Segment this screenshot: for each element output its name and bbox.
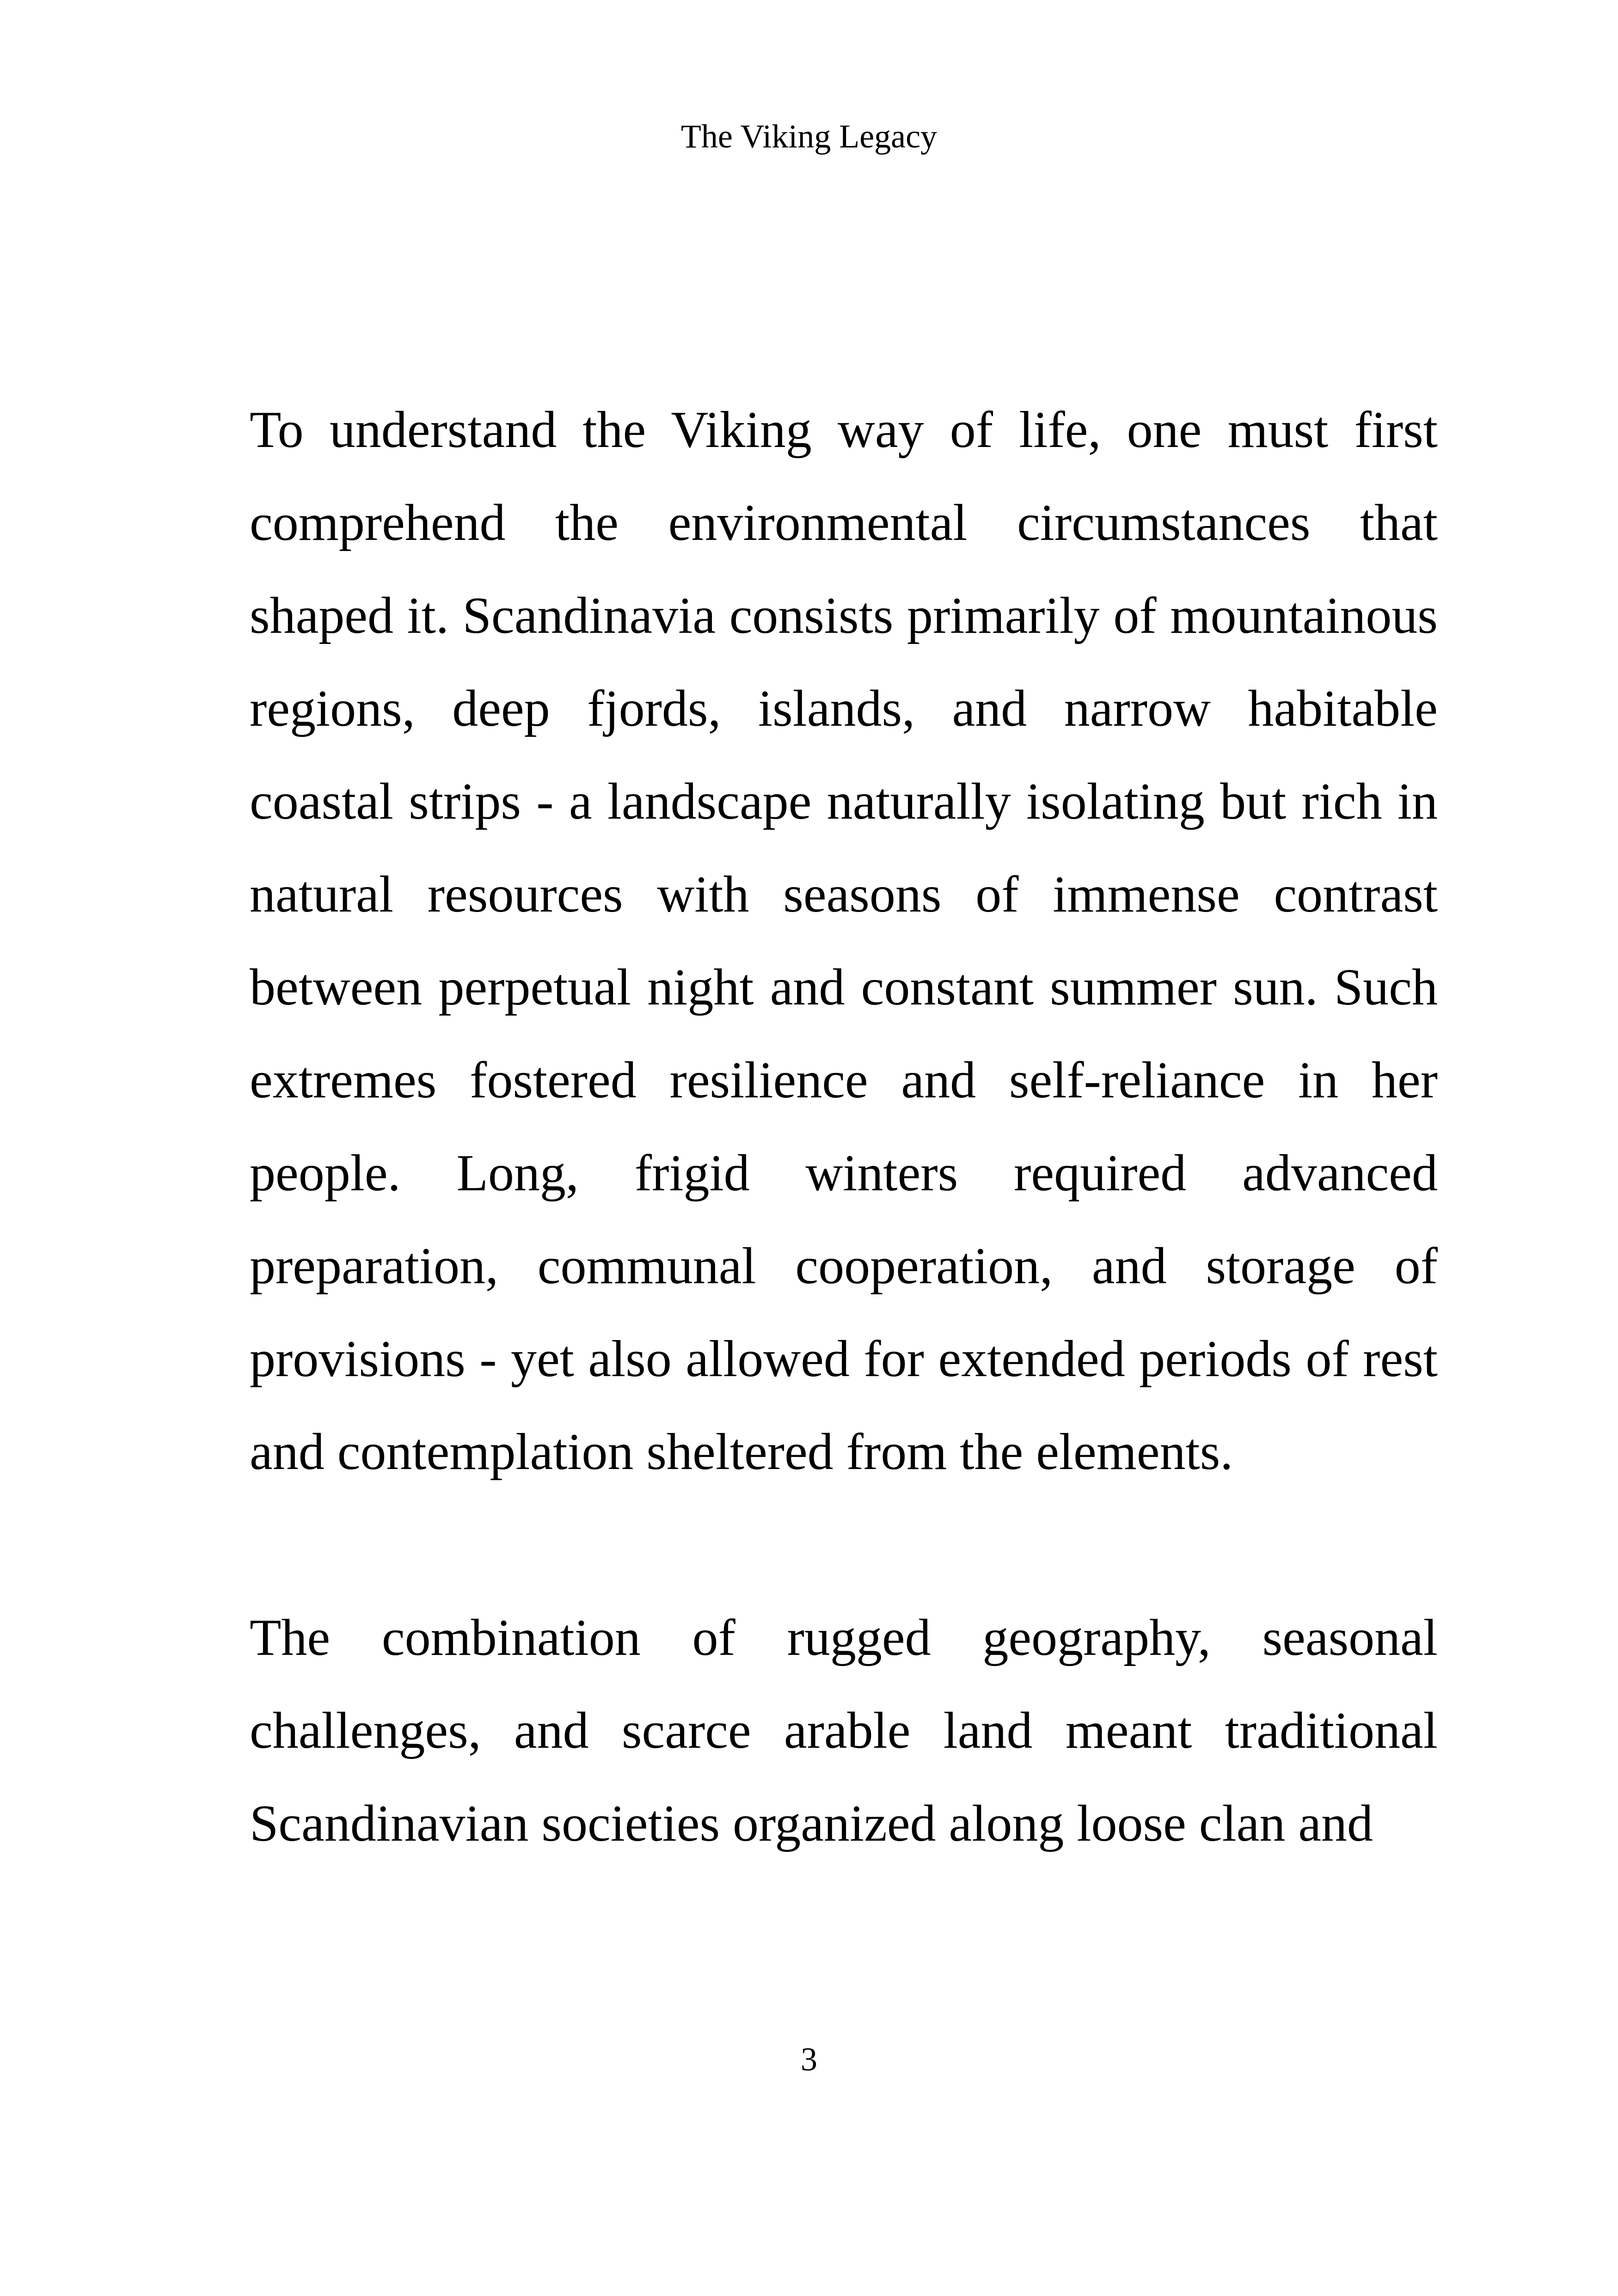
page-number: 3 (801, 2041, 817, 2078)
paragraph-environment: To understand the Viking way of life, one must first comprehend the environmental circumstances that shaped it. Scandinavia consists primarily of mountainous regions, deep fjords, islands, and narrow habitable coastal strips - a landscape naturally isolating but rich in natural resources with seasons of immense contrast between perpetual night and constant summer sun. Such extremes fostered resilience and self-reliance in her people. Long, frigid winters required advanced preparation, communal cooperation, and storage of provisions - yet also allowed for extended periods of rest and contemplation sheltered from the elements. (250, 401, 1438, 1481)
paragraph-society: The combination of rugged geography, seasonal challenges, and scarce arable land meant traditional Scandinavian societies organized along loose clan and (250, 1609, 1438, 1852)
running-header: The Viking Legacy (680, 118, 938, 155)
body-text (250, 384, 1438, 1870)
